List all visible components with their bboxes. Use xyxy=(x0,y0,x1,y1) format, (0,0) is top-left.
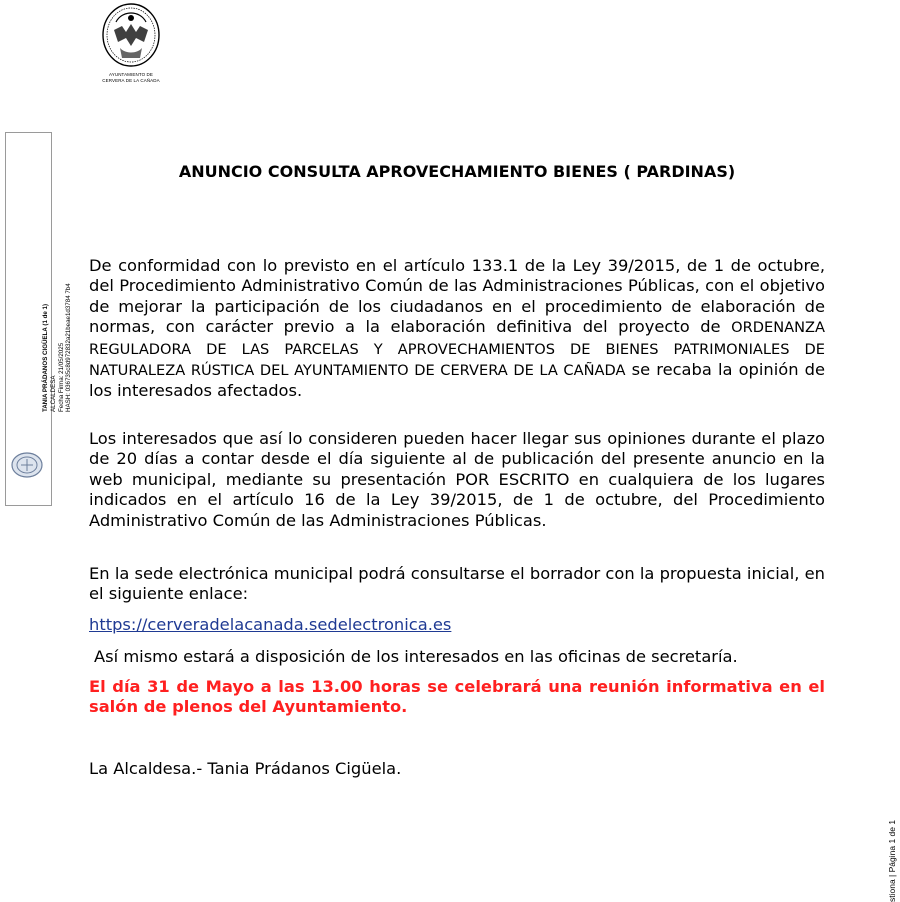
signature-stamp-text xyxy=(42,237,73,412)
paragraph-submission-period: Los interesados que así lo consideren pueden hacer llegar sus opiniones durante el plazo de 20 días a contar desde el día siguiente al de publicación del presente anuncio en la web municipal, mediante su presentación POR ESCRITO en cualquiera de los lugares indicados en el artículo 16 de la Ley 39/2015, de 1 de octubre, del Procedimiento Administrativo Común de las Administraciones Públicas. xyxy=(89,429,825,530)
paragraph-consultation-intro: De conformidad con lo previsto en el artículo 133.1 de la Ley 39/2015, de 1 de octubre, del Procedimiento Administrativo Común de las Administraciones Públicas, con el objetivo de mejorar la participación de los ciudadanos en el procedimiento de elaboración de normas, con carácter previo a la elaboración definitiva del proyecto de xyxy=(89,256,825,337)
coat-of-arms-icon xyxy=(100,2,162,72)
seal-caption xyxy=(96,72,166,84)
paragraph-consultation-outro: se recaba la opinión de los interesados afectados. xyxy=(89,360,826,401)
meeting-announcement: El día 31 de Mayo a las 13.00 horas se celebrará una reunión informativa en el salón de plenos del Ayuntamiento. xyxy=(89,677,825,717)
seal-caption-line1: AYUNTAMIENTO DE xyxy=(108,72,153,77)
paragraph-availability-text: Así mismo estará a disposición de los interesados en las oficinas de secretaría. xyxy=(94,647,738,666)
paragraph-electronic-office: En la sede electrónica municipal podrá consultarse el borrador con la propuesta inicial, en el siguiente enlace: xyxy=(89,564,825,604)
paragraph-consultation xyxy=(89,256,825,402)
electronic-office-link-row xyxy=(89,615,825,635)
signature-seal xyxy=(10,451,44,483)
ordinance-name: ORDENANZA REGULADORA DE LAS PARCELAS Y APROVECHAMIENTOS DE BIENES PATRIMONIALES DE NATURALEZA RÚSTICA DEL AYUNTAMIENTO DE CERVERA DE LA CAÑADA xyxy=(89,319,825,380)
page-number-note: stiona | Página 1 de 1 xyxy=(887,819,897,902)
electronic-office-link[interactable]: https://cerveradelacanada.sedelectronica.es xyxy=(89,615,452,634)
signer-role: ALCALDESA xyxy=(49,375,57,412)
round-seal-icon xyxy=(10,451,44,479)
mayor-signature: La Alcaldesa.- Tania Prádanos Cigüela. xyxy=(89,759,402,778)
paragraph-availability xyxy=(89,647,825,667)
document-title: ANUNCIO CONSULTA APROVECHAMIENTO BIENES ( PARDINAS) xyxy=(178,162,736,181)
seal-caption-line2: CERVERA DE LA CAÑADA xyxy=(102,78,160,83)
signer-name: TANIA PRÁDANOS CIGÜELA (1 de 1) xyxy=(42,303,49,412)
signature-hash: HASH: 036735c8d972832a21beae1d3784 7b4 xyxy=(65,283,73,412)
signature-date: Fecha Firma: 21/05/2025 xyxy=(57,342,65,412)
